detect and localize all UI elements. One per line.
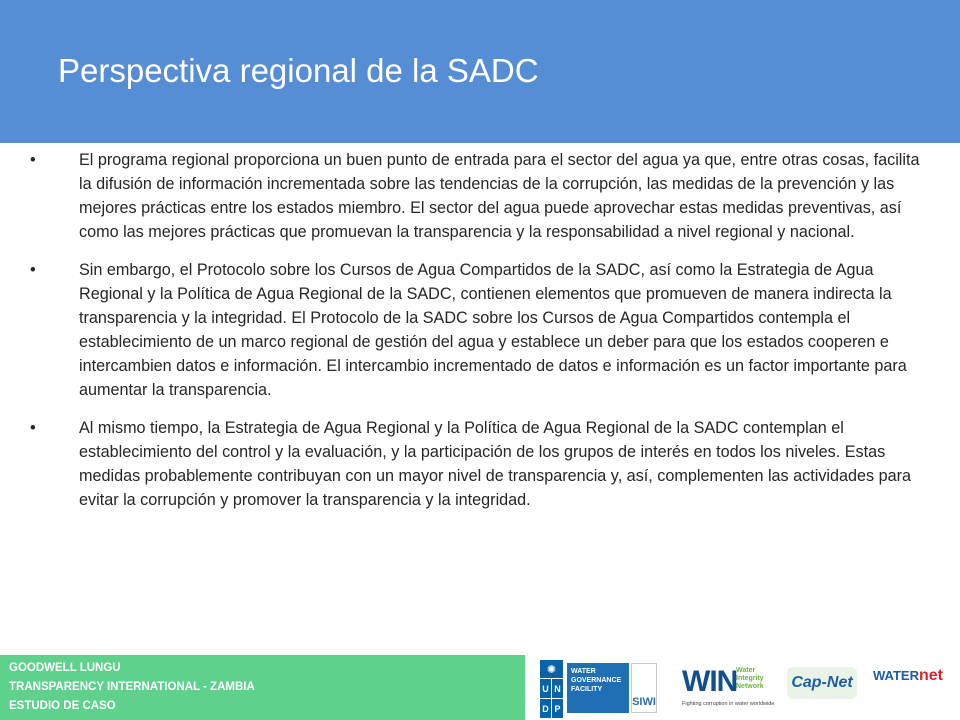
slide-header <box>0 0 960 143</box>
partner-logos <box>525 655 960 720</box>
footer-case-study: ESTUDIO DE CASO <box>9 700 116 712</box>
water-governance-facility-logo: WATER GOVERNANCE FACILITY <box>567 663 629 713</box>
bullet-text: Al mismo tiempo, la Estrategia de Agua Regional y la Política de Agua Regional de la SADC contemplan el establecimiento del control y la evaluación, y la participación de los grupos de interés en todos los niveles. Estas medidas probablemente contribuyan con un mayor nivel de transparencia y, así, complementen las actividades para evitar la corrupción y promover la transparencia y la integridad. <box>79 419 912 509</box>
slide-body <box>30 148 935 526</box>
bullet-marker: • <box>30 261 36 279</box>
win-logo: WIN Water Integrity Network Fighting corruption in water worldwide <box>682 665 775 707</box>
siwi-logo: SIWI <box>631 663 657 713</box>
slide-title: Perspectiva regional de la SADC <box>58 52 539 89</box>
footer-author: GOODWELL LUNGU <box>9 662 121 674</box>
bullet-marker: • <box>30 419 36 437</box>
un-emblem-icon: ✺ <box>540 660 563 678</box>
cap-net-logo: Cap-Net <box>787 667 857 699</box>
bullet-marker: • <box>30 151 36 169</box>
bullet-item <box>30 148 935 244</box>
footer-credits <box>0 655 525 720</box>
undp-logo: ✺ U N D P <box>540 660 562 716</box>
bullet-text: Sin embargo, el Protocolo sobre los Cursos de Agua Compartidos de la SADC, así como la Estrategia de Agua Regional y la Política de Agua Regional de la SADC, contienen elementos que promueven de manera indirecta la transparencia y la integridad. El Protocolo de la SADC sobre los Cursos de Agua Compartidos contempla el establecimiento de un marco regional de gestión del agua y establece un deber para que los estados cooperen e intercambien datos e información. El intercambio incrementado de datos e información es un factor importante para aumentar la transparencia. <box>79 261 907 399</box>
footer-organization: TRANSPARENCY INTERNATIONAL - ZAMBIA <box>9 681 255 693</box>
bullet-item <box>30 258 935 402</box>
bullet-item <box>30 416 935 512</box>
waternet-logo: WATERnet <box>873 667 943 684</box>
bullet-text: El programa regional proporciona un buen punto de entrada para el sector del agua ya que, entre otras cosas, facilita la difusión de información incrementada sobre las tendencias de la corrupción, las medidas de la prevención y las mejores prácticas entre los estados miembro. El sector del agua puede aprovechar estas medidas preventivas, así como las mejores prácticas que promuevan la transparencia y la responsabilidad a nivel regional y nacional. <box>79 151 920 241</box>
slide-footer <box>0 655 960 720</box>
